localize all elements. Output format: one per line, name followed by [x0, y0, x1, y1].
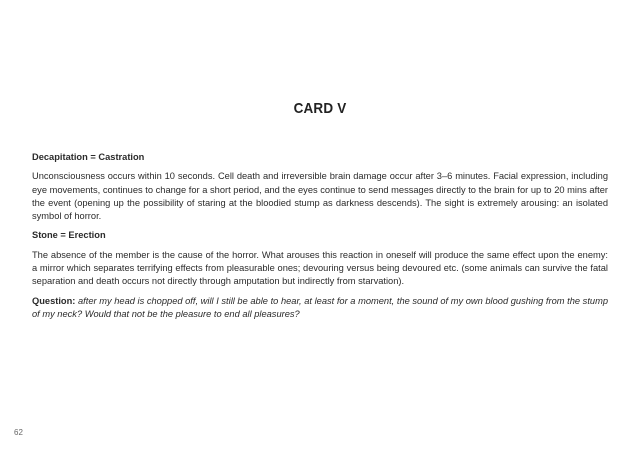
question-label: Question: — [32, 295, 76, 306]
question-text: after my head is chopped off, will I still be able to hear, at least for a moment, the sound of my own blood gushing from the stump of my neck? Would that not be the pleasure to end all pleasures? — [32, 295, 608, 319]
section-body-stone: The absence of the member is the cause of the horror. What arouses this reaction in oneself will produce the same effect upon the enemy: a mirror which separates terrifying effects from pleasurable ones; devouring versus being devoured etc. (some animals can survive the fatal separation and death occurs not directly through amputation but indirectly from starvation). — [32, 249, 608, 287]
question-paragraph — [32, 295, 608, 322]
section-body-decapitation: Unconsciousness occurs within 10 seconds. Cell death and irreversible brain damage occur after 3–6 minutes. Facial expression, including eye movements, continues to change for a short period, and the eyes continue to send messages directly to the brain for up to 20 mins after the event (opening up the possibility of staring at the bloodied stump as darkness descends). The sight is extremely arousing: an isolated symbol of horror. — [32, 171, 608, 222]
card-title: CARD V — [293, 100, 347, 117]
section-heading-stone: Stone = Erection — [32, 230, 106, 241]
page-number: 62 — [14, 428, 23, 437]
card-content — [32, 151, 608, 327]
section-heading-decapitation: Decapitation = Castration — [32, 152, 145, 162]
